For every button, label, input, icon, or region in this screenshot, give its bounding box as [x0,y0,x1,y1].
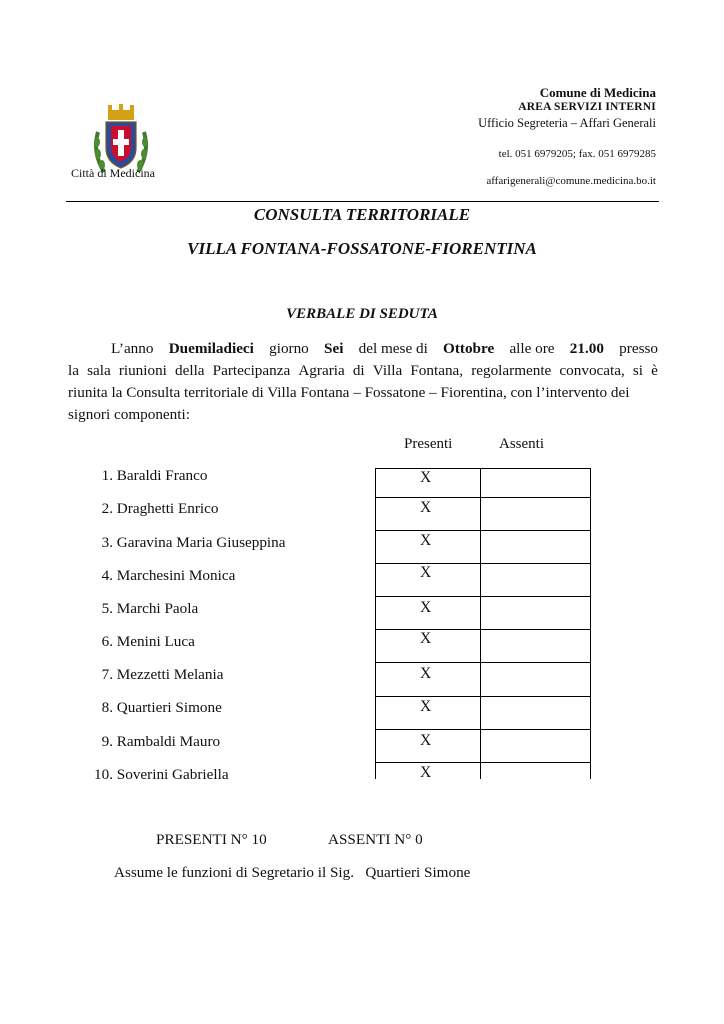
year-word: Duemiladieci [168,340,254,357]
table-border [375,762,591,763]
table-border [375,662,591,663]
item-number: 7. [101,666,113,683]
table-border [480,468,481,779]
presence-mark: X [420,698,432,715]
member-name: Quartieri Simone [116,699,222,716]
presence-mark: X [420,630,432,647]
table-border [375,468,376,779]
word: è [651,362,658,379]
word: regolarmente [471,362,552,379]
item-number: 9. [101,733,113,750]
table-border [375,696,591,697]
paragraph-line [68,338,658,360]
secretary-statement: Assume le funzioni di Segretario il Sig. Quartieri Simone [114,864,471,881]
word: presso [619,340,658,357]
member-name: Draghetti Enrico [116,500,219,517]
item-number: 2. [101,500,113,517]
attendance-table [375,468,591,779]
table-border [375,729,591,730]
list-item [86,733,220,751]
member-name: Mezzetti Melania [116,666,224,683]
member-name: Garavina Maria Giuseppina [116,534,286,551]
assenti-total: ASSENTI N° 0 [328,831,423,848]
list-item [86,500,218,518]
word: giorno [269,340,309,357]
table-border [375,468,591,469]
word: la [68,362,79,379]
paragraph-line [68,360,658,382]
list-item [86,534,285,552]
word: Partecipanza [212,362,291,379]
table-border [375,530,591,531]
word: convocata, [559,362,625,379]
item-number: 8. [101,699,113,716]
item-number: 3. [101,534,113,551]
list-item [86,600,198,618]
presence-mark: X [420,599,432,616]
list-item [86,666,223,684]
member-name: Marchi Paola [116,600,199,617]
area-name: AREA SERVIZI INTERNI [518,101,656,113]
member-name: Rambaldi Mauro [116,733,221,750]
item-number: 5. [101,600,113,617]
presence-mark: X [420,532,432,549]
member-name: Baraldi Franco [116,467,208,484]
word: sala [87,362,111,379]
word: riunioni [118,362,167,379]
word: alle ore [509,340,555,357]
presence-mark: X [420,665,432,682]
presence-mark: X [420,564,432,581]
list-item [86,467,207,485]
opening-paragraph [68,338,658,426]
column-header-presenti: Presenti [404,436,453,452]
item-number: 1. [101,467,113,484]
word: del mese di [358,340,428,357]
member-name: Marchesini Monica [116,567,236,584]
word: Villa [372,362,403,379]
member-name: Soverini Gabriella [116,766,229,783]
comune-name: Comune di Medicina [539,85,656,100]
table-border [375,629,591,630]
paragraph-line: signori componenti: [68,406,190,423]
table-border [590,468,591,779]
item-number: 6. [101,633,113,650]
item-number: 4. [101,567,113,584]
phone-fax: tel. 051 6979205; fax. 051 6979285 [498,148,656,160]
document-title: CONSULTA TERRITORIALE [253,205,471,224]
list-item [86,766,229,784]
paragraph-line: riunita la Consulta territoriale di Villa Fontana – Fossatone – Fiorentina, con l’intervento dei [68,384,630,401]
table-border [375,497,591,498]
presence-mark: X [420,469,432,486]
list-item [86,699,222,717]
email-address: affarigenerali@comune.medicina.bo.it [486,175,656,187]
day-word: Sei [324,340,344,357]
list-item [86,633,195,651]
section-heading: VERBALE DI SEDUTA [286,306,438,322]
header-divider [66,201,659,202]
column-header-assenti: Assenti [499,436,544,452]
presence-mark: X [420,732,432,749]
presence-mark: X [420,764,432,781]
word: Fontana, [410,362,464,379]
office-name: Ufficio Segreteria – Affari Generali [478,116,656,130]
table-border [375,596,591,597]
word: della [175,362,205,379]
presenti-total: PRESENTI N° 10 [156,831,267,848]
list-item [86,567,235,585]
city-label: Città di Medicina [71,166,155,180]
table-border [375,563,591,564]
word: di [352,362,365,379]
presence-mark: X [420,499,432,516]
document-subtitle: VILLA FONTANA-FOSSATONE-FIORENTINA [187,239,537,258]
month-word: Ottobre [443,340,495,357]
time-word: 21.00 [569,340,604,357]
member-name: Menini Luca [116,633,195,650]
item-number: 10. [94,766,113,783]
word: si [632,362,644,379]
word: Agraria [298,362,345,379]
word: L’anno [111,340,154,357]
